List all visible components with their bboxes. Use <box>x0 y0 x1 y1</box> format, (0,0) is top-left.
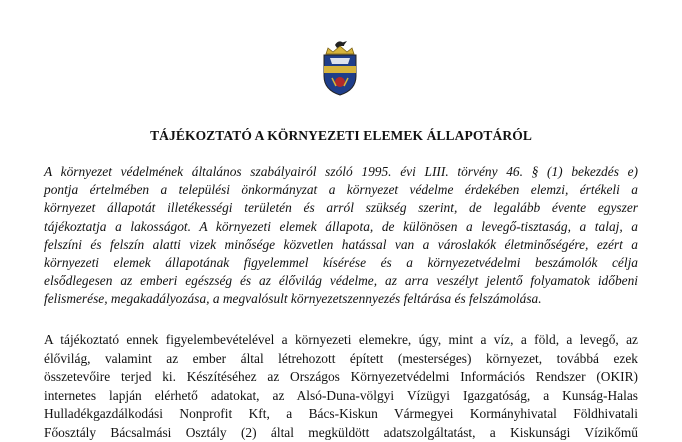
document-title: TÁJÉKOZTATÓ A KÖRNYEZETI ELEMEK ÁLLAPOTÁRÓL <box>0 128 682 144</box>
intro-line: A környezet védelmének általános szabályairól szóló 1995. évi LIII. törvény 46. § (1) bekezdés e) <box>44 163 638 181</box>
body-line: A tájékoztató ennek figyelembevételével a környezeti elemekre, úgy, mint a víz, a föld, a levegő, az <box>44 331 638 350</box>
intro-line: felszíni és felszín alatti vizek minősége közvetlen hatással van a városlakók életminőségére, ezért a <box>44 236 638 254</box>
intro-line: tájékoztatja a lakosságot. A környezeti elemek állapota, de különösen a levegő-tisztaság, a talaj, a <box>44 218 638 236</box>
body-line: internetes lapján elérhető adatokat, az Alsó-Duna-völgyi Vízügyi Igazgatóság, a Kunság-Halas <box>44 387 638 406</box>
body-line: összetevőire terjed ki. Készítéséhez az Országos Környezetvédelmi Információs Rendszer (OKIR) <box>44 368 638 387</box>
body-paragraph <box>44 331 638 442</box>
intro-line: pontja értelmében a települési önkormányzat a környezet védelme érdekében elemzi, értékeli a <box>44 181 638 199</box>
body-line: Főosztály Bácsalmási Osztály (2) által megküldött adatszolgáltatást, a Kiskunsági Vízikőmű <box>44 424 638 442</box>
intro-line: környezeti elemek állapotának figyelemmel kísérése és a környezetvédelmi beszámolók célja <box>44 254 638 272</box>
body-line: Hulladékgazdálkodási Nonprofit Kft, a Bács-Kiskun Vármegyei Kormányhivatal Földhivatali <box>44 405 638 424</box>
coat-of-arms-icon <box>318 40 362 96</box>
intro-line: környezet állapotát illetékességi területén és arról szükség szerint, de legalább évente egyszer <box>44 199 638 217</box>
intro-line: elsődlegesen az emberi egészség és az élővilág védelme, az arra veszélyt jelentő folyamatok időbeni <box>44 272 638 290</box>
intro-line: felismerése, megakadályozása, a megvalósult környezetszennyezés feltárása és felszámolása. <box>44 290 638 308</box>
body-line: élővilág, valamint az ember által létrehozott épített (mesterséges) környezet, továbbá ezek <box>44 350 638 369</box>
intro-paragraph <box>44 163 638 309</box>
